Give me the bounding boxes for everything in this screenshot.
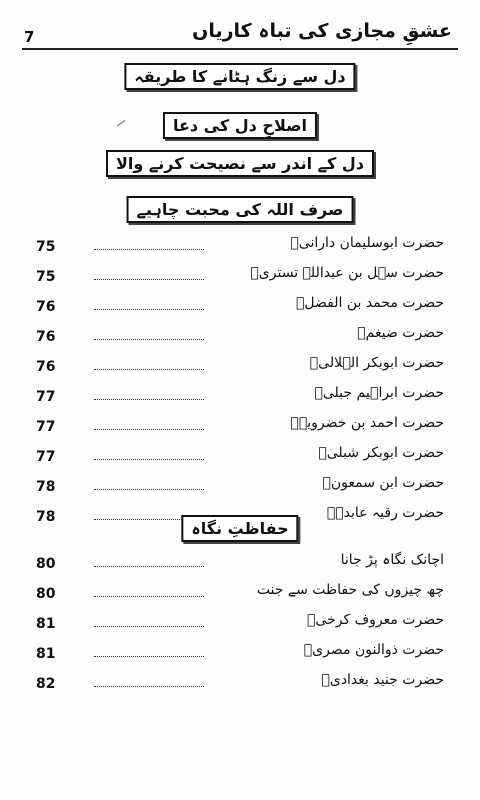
toc-entry-title: حضرت ابوبکر الہلالیؒ bbox=[309, 355, 444, 371]
toc-row[interactable] bbox=[36, 293, 444, 323]
toc-entry-title: حضرت رقیہ عابدہؒ bbox=[326, 505, 444, 521]
heading-box-4: صرف اللہ کی محبت چاہیے bbox=[127, 196, 354, 223]
toc-page-number: 76 bbox=[36, 299, 56, 315]
toc-list-2 bbox=[36, 550, 444, 700]
toc-row[interactable] bbox=[36, 443, 444, 473]
leader-dots bbox=[94, 309, 204, 310]
toc-row[interactable] bbox=[36, 670, 444, 700]
toc-entry-title: حضرت سہل بن عبداللہ تستریؒ bbox=[250, 265, 444, 281]
scan-mark bbox=[117, 120, 129, 131]
toc-page-number: 78 bbox=[36, 509, 56, 525]
toc-row[interactable] bbox=[36, 263, 444, 293]
toc-page-number: 78 bbox=[36, 479, 56, 495]
toc-row[interactable] bbox=[36, 413, 444, 443]
leader-dots bbox=[94, 429, 204, 430]
toc-page-number: 77 bbox=[36, 389, 56, 405]
toc-row[interactable] bbox=[36, 610, 444, 640]
toc-row[interactable] bbox=[36, 550, 444, 580]
toc-entry-title: حضرت احمد بن خضرویہؒ bbox=[290, 415, 444, 431]
toc-row[interactable] bbox=[36, 473, 444, 503]
toc-row[interactable] bbox=[36, 233, 444, 263]
toc-entry-title: چھ چیزوں کی حفاظت سے جنت bbox=[256, 582, 444, 598]
running-title: عشقِ مجازی کی تباہ کاریاں bbox=[192, 20, 452, 42]
toc-page-number: 81 bbox=[36, 646, 56, 662]
toc-page-number: 76 bbox=[36, 359, 56, 375]
toc-entry-title: حضرت ذوالنون مصریؒ bbox=[303, 642, 444, 658]
toc-entry-title: حضرت معروف کرخیؒ bbox=[307, 612, 444, 628]
toc-row[interactable] bbox=[36, 580, 444, 610]
heading-box-2: اصلاحِ دل کی دعا bbox=[163, 112, 317, 139]
toc-list-1 bbox=[36, 233, 444, 533]
leader-dots bbox=[94, 656, 204, 657]
toc-entry-title: حضرت محمد بن الفضلؒ bbox=[296, 295, 444, 311]
toc-page-number: 75 bbox=[36, 269, 56, 285]
toc-row[interactable] bbox=[36, 383, 444, 413]
leader-dots bbox=[94, 489, 204, 490]
leader-dots bbox=[94, 686, 204, 687]
leader-dots bbox=[94, 369, 204, 370]
toc-page-number: 81 bbox=[36, 616, 56, 632]
leader-dots bbox=[94, 596, 204, 597]
leader-dots bbox=[94, 249, 204, 250]
leader-dots bbox=[94, 279, 204, 280]
leader-dots bbox=[94, 459, 204, 460]
toc-entry-title: حضرت ابوسلیمان دارانیؒ bbox=[290, 235, 444, 251]
toc-entry-title: حضرت ابوبکر شبلیؒ bbox=[318, 445, 444, 461]
toc-entry-title: حضرت ابن سمعونؒ bbox=[322, 475, 444, 491]
leader-dots bbox=[94, 339, 204, 340]
toc-page-number: 77 bbox=[36, 419, 56, 435]
leader-dots bbox=[94, 566, 204, 567]
toc-page-number: 80 bbox=[36, 586, 56, 602]
toc-page-number: 80 bbox=[36, 556, 56, 572]
page-number: 7 bbox=[24, 28, 35, 46]
toc-page-number: 76 bbox=[36, 329, 56, 345]
toc-entry-title: حضرت ابراہیم جبلیؒ bbox=[314, 385, 444, 401]
leader-dots bbox=[94, 399, 204, 400]
toc-page-number: 75 bbox=[36, 239, 56, 255]
heading-box-hifazat: حفاظتِ نگاہ bbox=[181, 515, 298, 542]
page-header bbox=[22, 14, 458, 50]
toc-row[interactable] bbox=[36, 323, 444, 353]
toc-entry-title: اچانک نگاہ پڑ جانا bbox=[340, 552, 444, 568]
heading-box-3: دل کے اندر سے نصیحت کرنے والا bbox=[106, 150, 374, 177]
toc-entry-title: حضرت ضیغمؒ bbox=[357, 325, 444, 341]
leader-dots bbox=[94, 626, 204, 627]
toc-row[interactable] bbox=[36, 640, 444, 670]
toc-page-number: 77 bbox=[36, 449, 56, 465]
heading-box-1: دل سے زنگ ہٹانے کا طریقہ bbox=[124, 63, 355, 90]
toc-entry-title: حضرت جنید بغدادیؒ bbox=[321, 672, 444, 688]
toc-row[interactable] bbox=[36, 353, 444, 383]
toc-page-number: 82 bbox=[36, 676, 56, 692]
